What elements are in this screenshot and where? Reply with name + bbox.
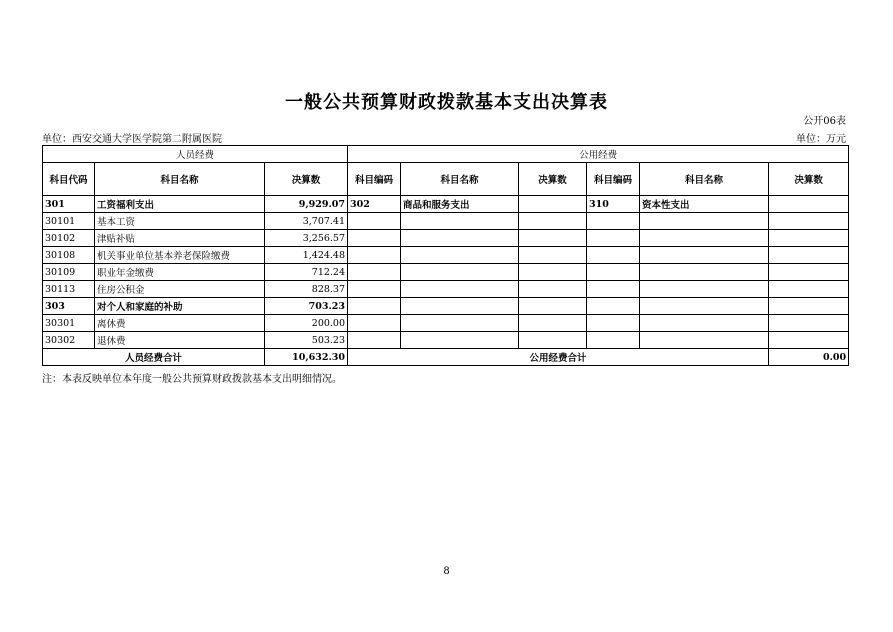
row-name: 基本工资 xyxy=(95,213,265,230)
table-row xyxy=(43,213,849,230)
col-amount: 决算数 xyxy=(265,163,348,196)
row-name: 退休费 xyxy=(95,332,265,349)
row-amount: 828.37 xyxy=(265,281,348,298)
row-name: 住房公积金 xyxy=(95,281,265,298)
table-note: 注：本表反映单位本年度一般公共预算财政拨款基本支出明细情况。 xyxy=(42,374,342,385)
capital-name: 资本性支出 xyxy=(640,196,769,213)
row-name: 机关事业单位基本养老保险缴费 xyxy=(95,247,265,264)
table-row xyxy=(43,230,849,247)
currency-unit: 单位：万元 xyxy=(796,134,846,145)
row-name: 离休费 xyxy=(95,315,265,332)
public-amount xyxy=(519,196,587,213)
personnel-total-amount: 10,632.30 xyxy=(265,349,348,366)
col-code3: 科目编码 xyxy=(587,163,640,196)
row-code: 30101 xyxy=(43,213,95,230)
table-row xyxy=(43,298,849,315)
row-name: 职业年金缴费 xyxy=(95,264,265,281)
col-name: 科目名称 xyxy=(95,163,265,196)
row-code: 303 xyxy=(43,298,95,315)
row-name: 津贴补贴 xyxy=(95,230,265,247)
row-amount: 9,929.07 xyxy=(265,196,348,213)
expenditure-table xyxy=(42,145,849,366)
col-code2: 科目编码 xyxy=(348,163,401,196)
public-code: 302 xyxy=(348,196,401,213)
capital-amount xyxy=(769,196,849,213)
row-amount: 712.24 xyxy=(265,264,348,281)
row-code: 30113 xyxy=(43,281,95,298)
row-amount: 503.23 xyxy=(265,332,348,349)
group-header-row xyxy=(43,146,849,163)
table-row xyxy=(43,247,849,264)
row-code: 30302 xyxy=(43,332,95,349)
row-amount: 200.00 xyxy=(265,315,348,332)
col-name3: 科目名称 xyxy=(640,163,769,196)
col-name2: 科目名称 xyxy=(401,163,519,196)
capital-code: 310 xyxy=(587,196,640,213)
table-row xyxy=(43,315,849,332)
row-code: 30102 xyxy=(43,230,95,247)
page-number: 8 xyxy=(443,566,450,577)
public-total-amount: 0.00 xyxy=(769,349,849,366)
table-row xyxy=(43,332,849,349)
table-row xyxy=(43,264,849,281)
row-name: 对个人和家庭的补助 xyxy=(95,298,265,315)
public-name: 商品和服务支出 xyxy=(401,196,519,213)
row-amount: 3,707.41 xyxy=(265,213,348,230)
row-code: 30109 xyxy=(43,264,95,281)
col-amount2: 决算数 xyxy=(519,163,587,196)
column-header-row xyxy=(43,163,849,196)
public-total-label: 公用经费合计 xyxy=(348,349,769,366)
row-amount: 1,424.48 xyxy=(265,247,348,264)
personnel-total-label: 人员经费合计 xyxy=(43,349,265,366)
row-name: 工资福利支出 xyxy=(95,196,265,213)
row-amount: 3,256.57 xyxy=(265,230,348,247)
col-code: 科目代码 xyxy=(43,163,95,196)
row-amount: 703.23 xyxy=(265,298,348,315)
row-code: 301 xyxy=(43,196,95,213)
row-code: 30301 xyxy=(43,315,95,332)
unit-name: 单位：西安交通大学医学院第二附属医院 xyxy=(42,134,222,145)
table-row xyxy=(43,281,849,298)
page-title: 一般公共预算财政拨款基本支出决算表 xyxy=(285,92,608,113)
table-row xyxy=(43,196,849,213)
group-personnel: 人员经费 xyxy=(43,146,348,163)
form-number: 公开06表 xyxy=(803,116,846,127)
col-amount3: 决算数 xyxy=(769,163,849,196)
totals-row xyxy=(43,349,849,366)
group-public: 公用经费 xyxy=(348,146,849,163)
row-code: 30108 xyxy=(43,247,95,264)
